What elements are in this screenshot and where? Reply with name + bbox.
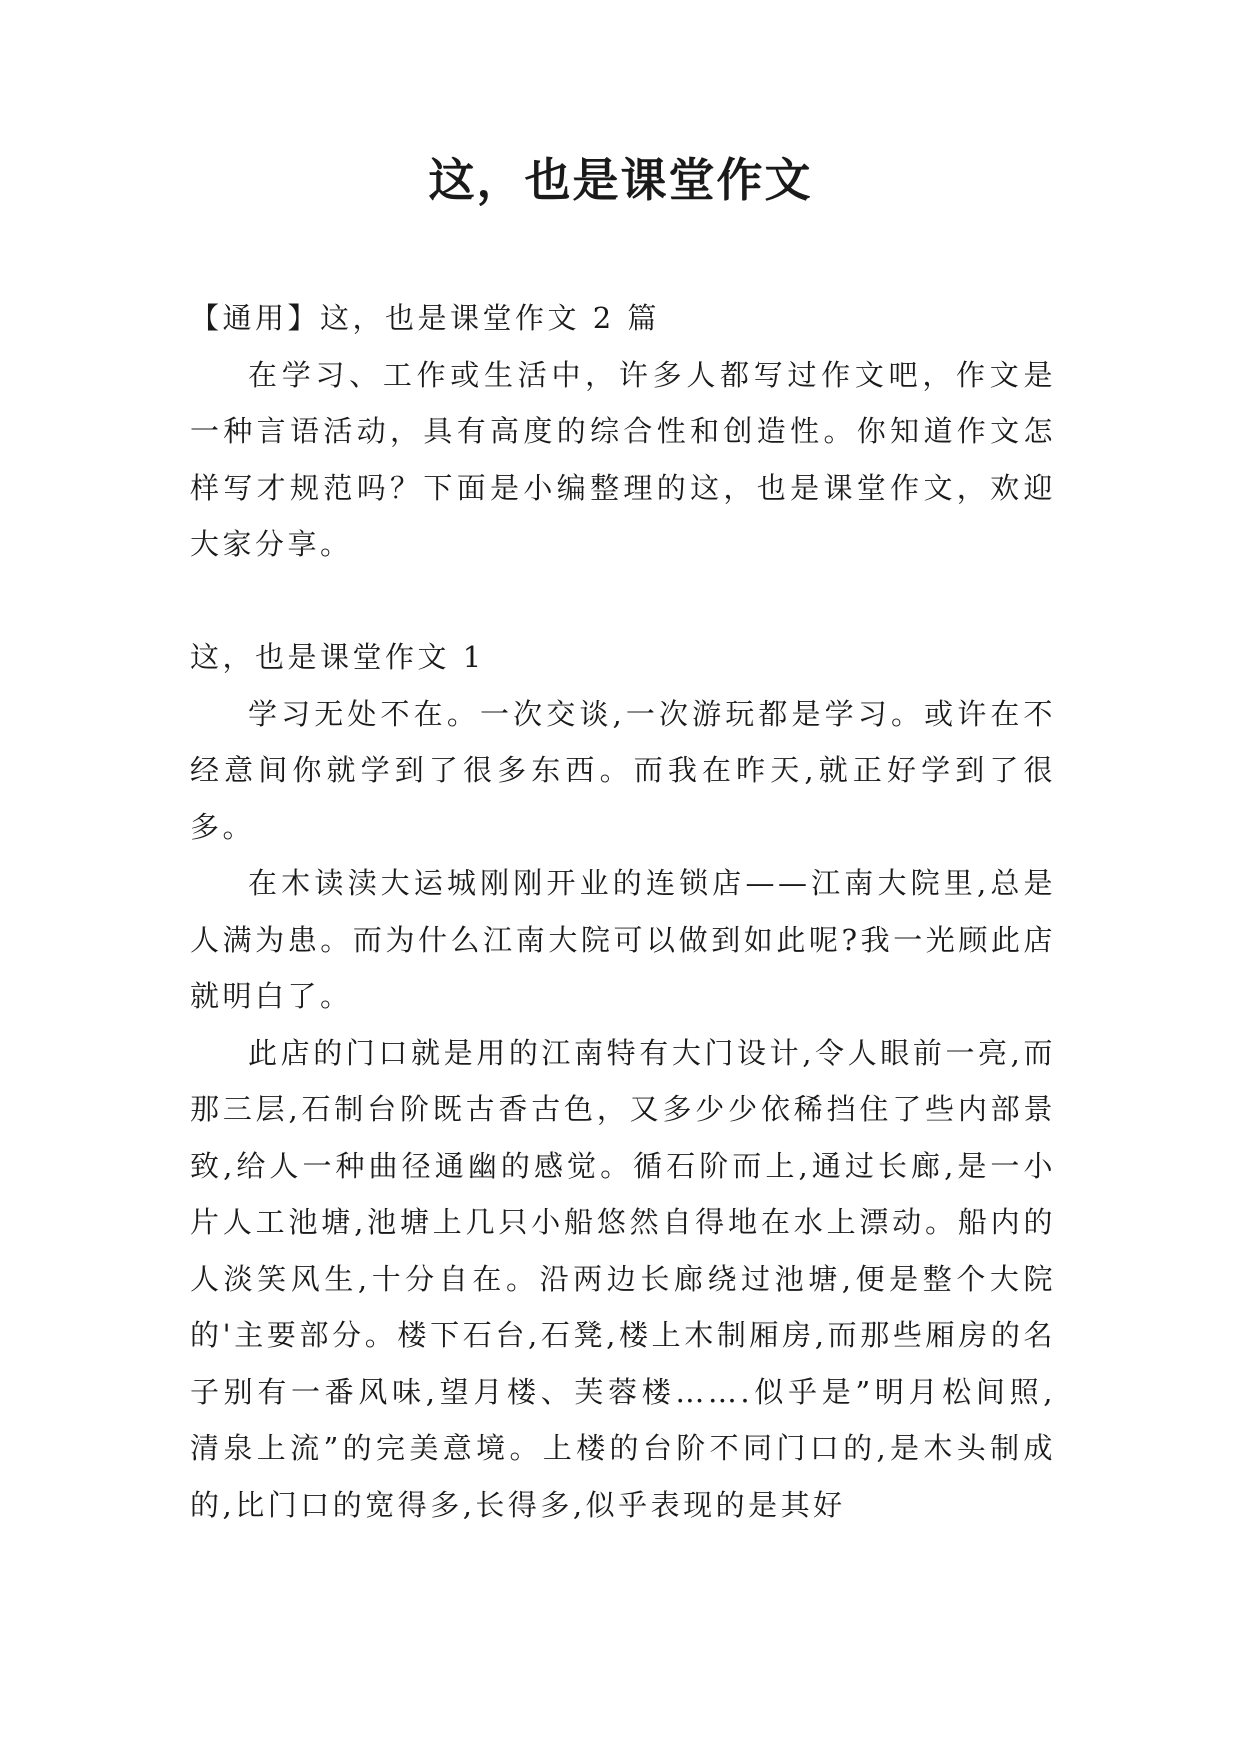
section-heading: 这，也是课堂作文 1 xyxy=(190,640,485,674)
document-subtitle: 【通用】这，也是课堂作文 2 篇 xyxy=(190,301,660,335)
body-paragraph: 在木读渎大运城刚刚开业的连锁店——江南大院里,总是人满为患。而为什么江南大院可以做到如此呢?我一光顾此店就明白了。 xyxy=(190,866,1056,1013)
paragraph-spacer xyxy=(190,573,1056,630)
intro-paragraph: 在学习、工作或生活中，许多人都写过作文吧，作文是一种言语活动，具有高度的综合性和创造性。你知道作文怎样写才规范吗？下面是小编整理的这，也是课堂作文，欢迎大家分享。 xyxy=(190,357,1056,561)
body-paragraph: 此店的门口就是用的江南特有大门设计,令人眼前一亮,而那三层,石制台阶既古香古色，又多少少依稀挡住了些内部景致,给人一种曲径通幽的感觉。循石阶而上,通过长廊,是一小片人工池塘,池塘上几只小船悠然自得地在水上漂动。船内的人淡笑风生,十分自在。沿两边长廊绕过池塘,便是整个大院的'主要部分。楼下石台,石凳,楼上木制厢房,而那些厢房的名子别有一番风味,望月楼、芙蓉楼…….似乎是”明月松间照,清泉上流”的完美意境。上楼的台阶不同门口的,是木头制成的,比门口的宽得多,长得多,似乎表现的是其好 xyxy=(190,1035,1056,1522)
document-body xyxy=(190,290,1056,1533)
document-title: 这，也是课堂作文 xyxy=(428,153,813,207)
body-paragraph: 学习无处不在。一次交谈,一次游玩都是学习。或许在不经意间你就学到了很多东西。而我在昨天,就正好学到了很多。 xyxy=(190,696,1056,844)
